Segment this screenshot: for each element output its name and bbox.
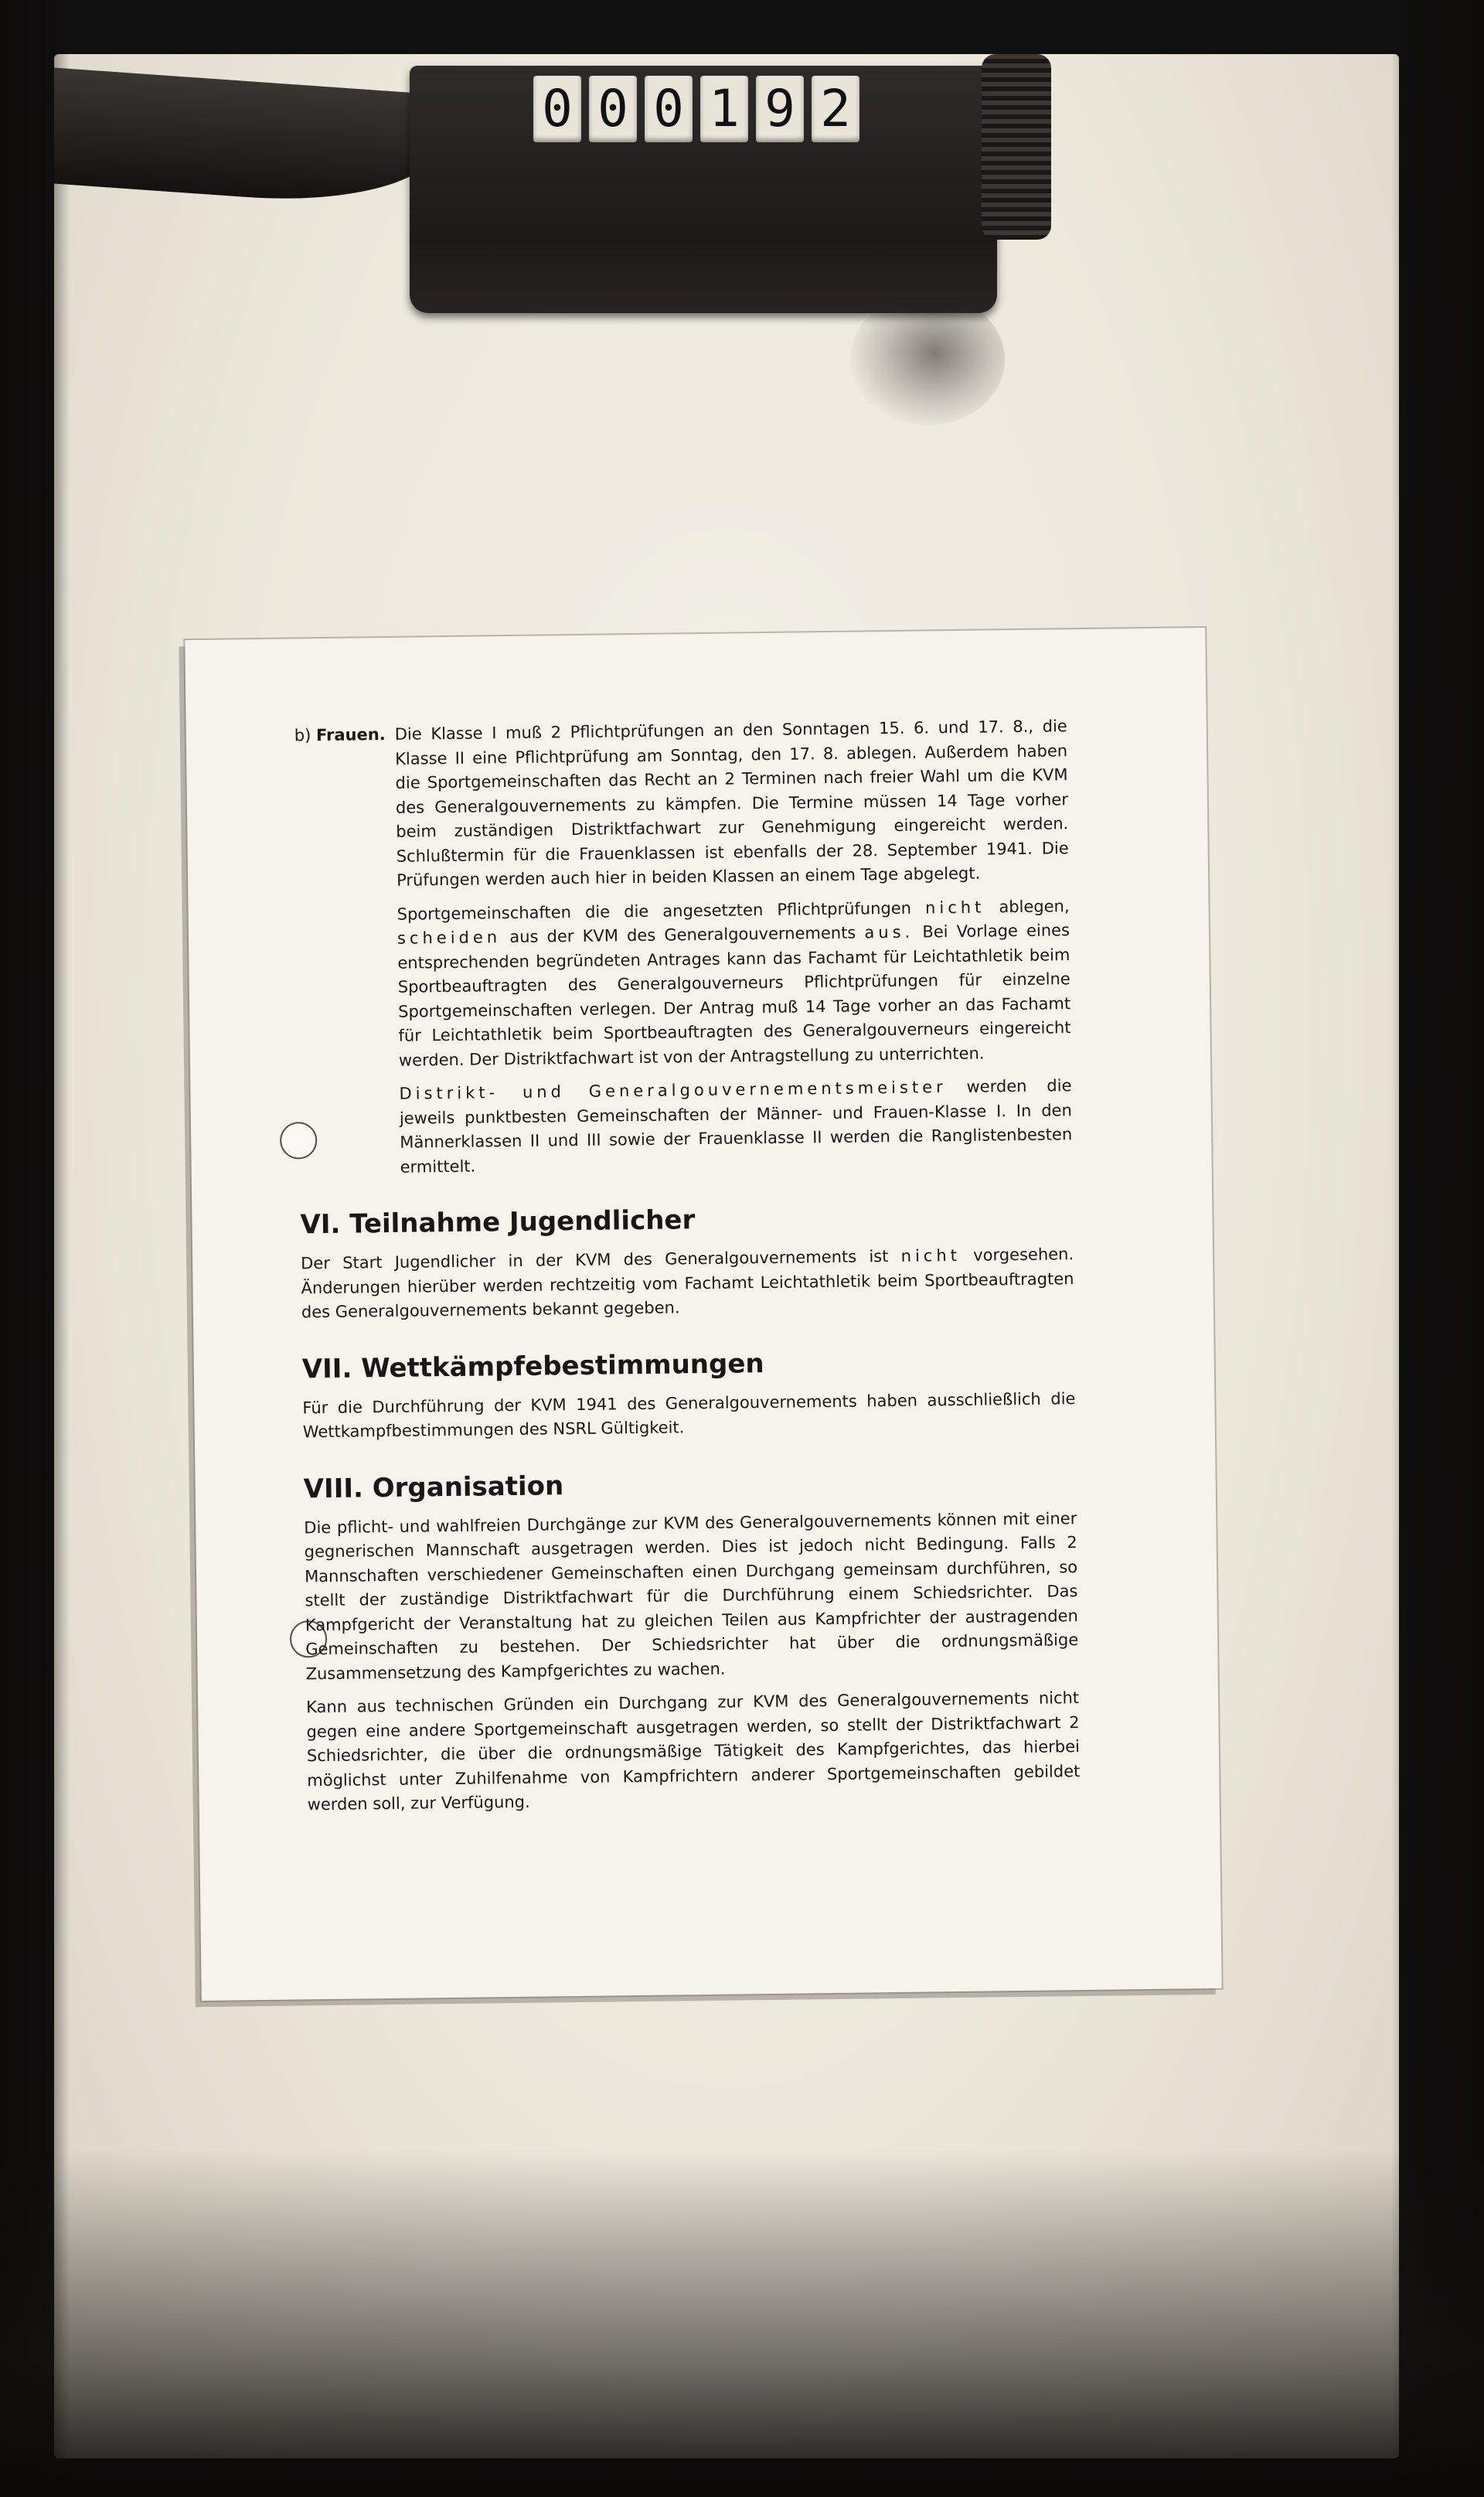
vi-part: vorgesehen. Änderungen hierüber werden rechtzeitig vom Fachamt Leichtathletik beim Sportbeauftragten des Generalgouvernements bekannt gegeben. [301,1245,1074,1322]
para2-part: ablegen, [985,896,1070,917]
emphasis-scheiden: scheiden [397,928,502,948]
ink-smudge [850,294,1005,425]
emphasis-nicht: nicht [924,898,985,917]
section-vii-heading: VII. Wettkämpfebestimmungen [301,1347,764,1385]
section-b-word: Frauen. [315,724,386,745]
section-b-letter: b) [294,726,311,745]
document-page [185,628,1221,2001]
section-vi-text [301,1242,1074,1325]
section-viii-heading: VIII. Organisation [303,1470,564,1504]
bottom-shadow [0,2149,1484,2497]
section-b-frauen [294,714,1070,904]
counter-digit: 0 [645,76,693,142]
para3-part: werden die jeweils punktbesten Gemeinschaften der Männer- und Frauen-Klasse I. In den Männerklassen II und III sowie der Frauenklasse II werden die Ranglistenbesten ermittelt. [399,1076,1073,1177]
left-dark-edge [0,0,70,2497]
section-viii-paragraph-1: Die pflicht- und wahlfreien Durchgänge zur KVM des Generalgouvernements können mit einer gegnerischen Mannschaft ausgetragen werden. Dies ist jedoch nicht Bedingung. Falls 2 Mannschaften verschiedener Gemeinschaften einen Durchgang gemeinsam durchführen, so stellt der zuständige Distriktfachwart für die Durchführung einem Schiedsrichter. Das Kampfgericht der Veranstaltung hat zu gleichen Teilen aus Kampfrichter der austragenden Gemeinschaften zu bestehen. Der Schiedsrichter hat über die ordnungsmäßige Zusammensetzung des Kampfgerichtes zu wachen. [304,1508,1079,1683]
section-viii-paragraph-2: Kann aus technischen Gründen ein Durchgang zur KVM des Generalgouvernements nicht gegen eine andere Sportgemeinschaft ausgetragen werden, so stellt der Distriktfachwart 2 Schiedsrichter, die über die ordnungsmäßige Tätigkeit des Kampfgerichtes, das hierbei möglichst unter Zuhilfenahme von Kampfrichtern anderer Sportgemeinschaften gebildet werden soll, zur Verfügung. [306,1688,1081,1814]
para2-part: aus der KVM des Generalgouvernements [500,923,865,947]
section-b-label [294,723,397,904]
para2-part: Bei Vorlage eines entsprechenden begründeten Antrages kann das Fachamt für Leichtathletik beim Sportbeauftragten des Generalgouverneurs Pflichtprüfungen für einzelne Sportgemeinschaften verlegen. Der Antrag muß 14 Tage vorher an das Fachamt für Leichtathletik beim Sportbeauftragten des Generalgouverneurs eingereicht werden. Der Distriktfachwart ist von der Antragstellung zu unterrichten. [397,921,1071,1070]
counter-digit: 0 [533,76,581,142]
emphasis-aus: aus. [864,922,914,942]
section-b-continuation [397,894,1072,1180]
counter-digits [533,76,859,142]
section-b-paragraph-3 [399,1074,1072,1180]
counter-knob-icon [982,54,1051,240]
section-vi-heading: VI. Teilnahme Jugendlicher [300,1204,696,1241]
vi-part: Der Start Jugendlicher in der KVM des Generalgouvernements ist [301,1246,901,1273]
section-b-paragraph-2 [397,894,1071,1073]
para2-part: Sportgemeinschaften die die angesetzten Pflichtprüfungen [397,898,926,924]
counter-digit: 1 [700,76,748,142]
counter-digit: 2 [812,76,859,142]
counter-digit: 9 [756,76,804,142]
counter-digit: 0 [589,76,637,142]
emphasis-nicht: nicht [900,1245,962,1266]
section-vii-text: Für die Durchführung der KVM 1941 des Generalgouvernements haben ausschließlich die Wettkampfbestimmungen des NSRL Gültigkeit. [302,1388,1076,1442]
section-b-paragraph-1: Die Klasse I muß 2 Pflichtprüfungen an den Sonntagen 15. 6. und 17. 8., die Klasse II eine Pflichtprüfung am Sonntag, den 17. 8. ablegen. Außerdem haben die Sportgemeinschaften das Recht an 2 Terminen nach freier Wahl um die KVM des Generalgouvernements zu kämpfen. Die Termine müssen 14 Tage vorher beim zuständigen Distriktfachwart zur Genehmigung eingereicht werden. Schlußtermin für die Frauenklassen ist ebenfalls der 28. September 1941. Die Prüfungen werden auch hier in beiden Klassen an einem Tage abgelegt. [394,717,1069,890]
emphasis-meister: Distrikt- und Generalgouvernementsmeister [399,1078,947,1103]
document-body [294,714,1081,1827]
right-dark-edge [1391,0,1484,2497]
